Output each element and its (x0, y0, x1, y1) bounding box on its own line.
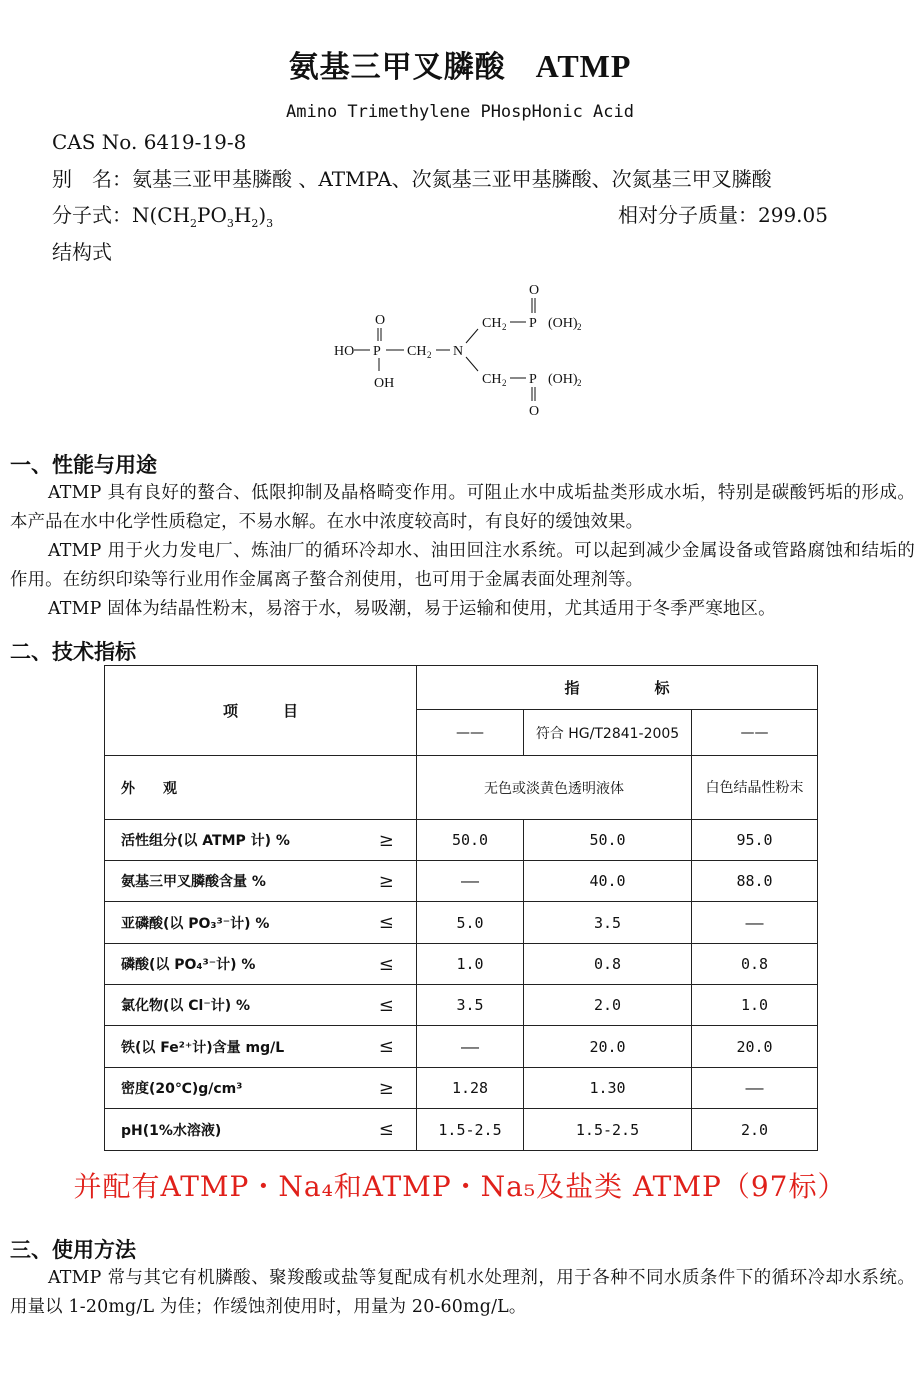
appearance-solid: 白色结晶性粉末 (692, 756, 818, 820)
row-name: 铁(以 Fe²⁺计)含量 mg/L (105, 1026, 357, 1068)
table-row (105, 985, 818, 1026)
alias-label: 别 名： (52, 167, 132, 191)
structural-formula (300, 275, 630, 425)
table-row (105, 820, 818, 861)
row-value-1: —— (417, 1026, 524, 1068)
row-value-2: 40.0 (524, 861, 692, 902)
row-value-3: 20.0 (692, 1026, 818, 1068)
svg-text:P: P (529, 372, 537, 387)
row-value-2: 1.5-2.5 (524, 1109, 692, 1151)
row-value-3: 0.8 (692, 944, 818, 985)
cas-number: CAS No. 6419-19-8 (52, 130, 247, 154)
table-row (105, 861, 818, 902)
row-sign: ≤ (357, 1109, 417, 1151)
row-value-2: 20.0 (524, 1026, 692, 1068)
row-name: 亚磷酸(以 PO₃³⁻计) % (105, 902, 357, 944)
table-row (105, 1026, 818, 1068)
row-sign: ≤ (357, 1026, 417, 1068)
svg-text:OH: OH (374, 376, 395, 391)
table-row (105, 1109, 818, 1151)
column-header-2: 符合 HG/T2841-2005 (524, 710, 692, 756)
alias-text: 氨基三亚甲基膦酸 、ATMPA、次氮基三亚甲基膦酸、次氮基三甲叉膦酸 (132, 167, 772, 191)
row-sign: ≤ (357, 944, 417, 985)
alias-line (52, 163, 772, 192)
row-value-2: 50.0 (524, 820, 692, 861)
row-value-2: 2.0 (524, 985, 692, 1026)
performance-paragraph-3: ATMP 固体为结晶性粉末，易溶于水，易吸潮，易于运输和使用，尤其适用于冬季严寒地区。 (48, 599, 776, 619)
title-chinese: 氨基三甲叉膦酸 (288, 50, 506, 85)
row-sign: ≥ (357, 820, 417, 861)
row-value-1: 3.5 (417, 985, 524, 1026)
svg-text:P: P (529, 316, 537, 331)
svg-text:2: 2 (577, 322, 582, 332)
svg-text:2: 2 (577, 378, 582, 388)
formula-value: $N(CH_2PO_3H_2)_3$ (132, 203, 274, 230)
row-sign: ≤ (357, 985, 417, 1026)
svg-text:HO: HO (334, 344, 355, 359)
molecular-weight: 相对分子质量：299.05 (618, 203, 828, 227)
svg-text:CH: CH (482, 316, 502, 331)
section-specs-title: 二、技术指标 (10, 640, 136, 664)
row-value-1: 1.0 (417, 944, 524, 985)
appearance-liquid: 无色或淡黄色透明液体 (417, 756, 692, 820)
svg-text:P: P (373, 344, 381, 359)
svg-text:CH: CH (407, 344, 427, 359)
row-value-3: —— (692, 1068, 818, 1109)
row-value-3: 2.0 (692, 1109, 818, 1151)
index-header: 指 标 (417, 666, 818, 710)
title-english: ATMP (535, 48, 632, 84)
spec-table (104, 665, 818, 1151)
performance-paragraph-2: ATMP 用于火力发电厂、炼油厂的循环冷却水、油田回注水系统。可以起到减少金属设备或管路腐蚀和结垢的作用。在纺织印染等行业用作金属离子螯合剂使用，也可用于金属表面处理剂等。 (10, 541, 915, 590)
table-row (105, 944, 818, 985)
row-value-1: 50.0 (417, 820, 524, 861)
section-performance-title: 一、性能与用途 (10, 453, 157, 477)
red-note: 并配有ATMP・Na₄和ATMP・Na₅及盐类 ATMP（97标） (73, 1170, 847, 1203)
svg-text:N: N (453, 344, 464, 359)
row-value-2: 3.5 (524, 902, 692, 944)
svg-text:O: O (375, 313, 386, 328)
svg-text:(OH): (OH) (548, 372, 578, 387)
svg-text:CH: CH (482, 372, 502, 387)
row-name: 磷酸(以 PO₄³⁻计) % (105, 944, 357, 985)
row-sign: ≤ (357, 902, 417, 944)
document-title (0, 42, 920, 86)
row-value-3: —— (692, 902, 818, 944)
row-value-2: 0.8 (524, 944, 692, 985)
row-value-3: 1.0 (692, 985, 818, 1026)
row-sign: ≥ (357, 861, 417, 902)
svg-text:O: O (529, 283, 540, 298)
row-value-1: —— (417, 861, 524, 902)
column-header-1: —— (417, 710, 524, 756)
usage-paragraph: ATMP 常与其它有机膦酸、聚羧酸或盐等复配成有机水处理剂，用于各种不同水质条件下的循环冷却水系统。用量以 1-20mg/L 为佳；作缓蚀剂使用时，用量为 20-60mg/L。 (10, 1268, 915, 1317)
row-value-1: 5.0 (417, 902, 524, 944)
appearance-label: 外 观 (105, 756, 417, 820)
row-name: 氯化物(以 Cl⁻计) % (105, 985, 357, 1026)
svg-text:2: 2 (502, 322, 507, 332)
row-value-1: 1.28 (417, 1068, 524, 1109)
row-name: 活性组分(以 ATMP 计) % (105, 820, 357, 861)
formula-label: 分子式： (52, 203, 132, 227)
column-header-3: —— (692, 710, 818, 756)
performance-paragraph-1: ATMP 具有良好的螯合、低限抑制及晶格畸变作用。可阻止水中成垢盐类形成水垢，特别是碳酸钙垢的形成。本产品在水中化学性质稳定，不易水解。在水中浓度较高时，有良好的缓蚀效果。 (10, 483, 915, 532)
row-value-3: 88.0 (692, 861, 818, 902)
svg-text:O: O (529, 404, 540, 419)
row-name: 密度(20℃)g/cm³ (105, 1068, 357, 1109)
table-row (105, 902, 818, 944)
table-row (105, 1068, 818, 1109)
svg-text:2: 2 (502, 378, 507, 388)
row-name: pH(1%水溶液) (105, 1109, 357, 1151)
item-header: 项 目 (105, 666, 417, 756)
formula-line (52, 199, 273, 230)
row-name: 氨基三甲叉膦酸含量 % (105, 861, 357, 902)
subtitle: Amino Trimethylene PHospHonic Acid (286, 102, 634, 122)
row-value-2: 1.30 (524, 1068, 692, 1109)
svg-text:(OH): (OH) (548, 316, 578, 331)
structure-label: 结构式 (52, 240, 112, 264)
row-value-3: 95.0 (692, 820, 818, 861)
section-usage-title: 三、使用方法 (10, 1238, 136, 1262)
row-sign: ≥ (357, 1068, 417, 1109)
svg-text:2: 2 (427, 350, 432, 360)
row-value-1: 1.5-2.5 (417, 1109, 524, 1151)
